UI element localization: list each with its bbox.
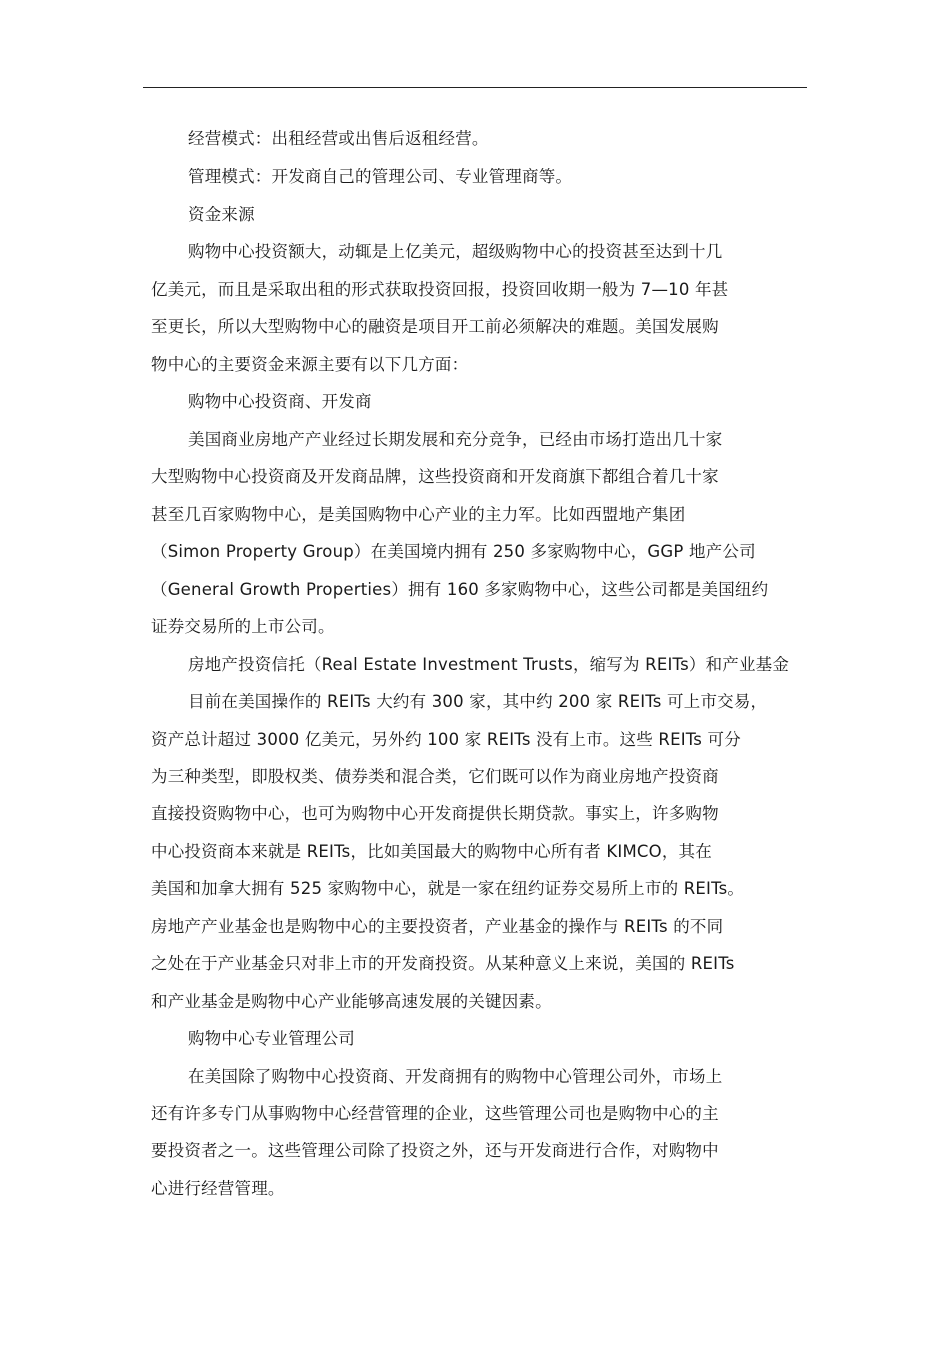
text-line: 大型购物中心投资商及开发商品牌，这些投资商和开发商旗下都组合着几十家: [151, 467, 719, 486]
text-line: 美国和加拿大拥有 525 家购物中心，就是一家在纽约证券交易所上市的 REITs。: [151, 879, 745, 898]
text-line: 直接投资购物中心，也可为购物中心开发商提供长期贷款。事实上，许多购物: [151, 804, 719, 823]
heading-reits-funds: 房地产投资信托（Real Estate Investment Trusts，缩写为 REITs）和产业基金: [188, 655, 790, 674]
text-line: 为三种类型，即股权类、债券类和混合类，它们既可以作为商业房地产投资商: [151, 767, 719, 786]
text-line: 购物中心投资额大，动辄是上亿美元，超级购物中心的投资甚至达到十几: [188, 242, 723, 261]
heading-investors-developers: 购物中心投资商、开发商: [188, 392, 372, 411]
text-line: 亿美元，而且是采取出租的形式获取投资回报，投资回收期一般为 7—10 年甚: [151, 280, 729, 299]
text-line: 和产业基金是购物中心产业能够高速发展的关键因素。: [151, 992, 552, 1011]
header-rule: [143, 87, 807, 88]
heading-management-companies: 购物中心专业管理公司: [188, 1029, 355, 1048]
text-line: 心进行经营管理。: [151, 1179, 285, 1198]
text-line: 目前在美国操作的 REITs 大约有 300 家，其中约 200 家 REITs 可上市交易，: [188, 692, 768, 711]
text-line: 要投资者之一。这些管理公司除了投资之外，还与开发商进行合作，对购物中: [151, 1141, 719, 1160]
text-line: 之处在于产业基金只对非上市的开发商投资。从某种意义上来说，美国的 REITs: [151, 954, 735, 973]
text-line-management-mode: 管理模式：开发商自己的管理公司、专业管理商等。: [188, 167, 573, 186]
text-line: 资产总计超过 3000 亿美元，另外约 100 家 REITs 没有上市。这些 REITs 可分: [151, 730, 741, 749]
text-line: 物中心的主要资金来源主要有以下几方面：: [151, 355, 469, 374]
text-line: 证券交易所的上市公司。: [151, 617, 335, 636]
text-line: （Simon Property Group）在美国境内拥有 250 多家购物中心，GGP 地产公司: [151, 542, 756, 561]
text-line-operation-mode: 经营模式：出租经营或出售后返租经营。: [188, 129, 489, 148]
heading-funding-sources: 资金来源: [188, 205, 255, 224]
text-line: 房地产产业基金也是购物中心的主要投资者，产业基金的操作与 REITs 的不同: [151, 917, 724, 936]
text-line: 至更长，所以大型购物中心的融资是项目开工前必须解决的难题。美国发展购: [151, 317, 719, 336]
text-line: 甚至几百家购物中心，是美国购物中心产业的主力军。比如西盟地产集团: [151, 505, 686, 524]
text-line: 还有许多专门从事购物中心经营管理的企业，这些管理公司也是购物中心的主: [151, 1104, 719, 1123]
text-line: 在美国除了购物中心投资商、开发商拥有的购物中心管理公司外，市场上: [188, 1067, 723, 1086]
text-line: （General Growth Properties）拥有 160 多家购物中心，这些公司都是美国纽约: [151, 580, 769, 599]
text-line: 美国商业房地产产业经过长期发展和充分竞争，已经由市场打造出几十家: [188, 430, 723, 449]
text-line: 中心投资商本来就是 REITs，比如美国最大的购物中心所有者 KIMCO，其在: [151, 842, 712, 861]
